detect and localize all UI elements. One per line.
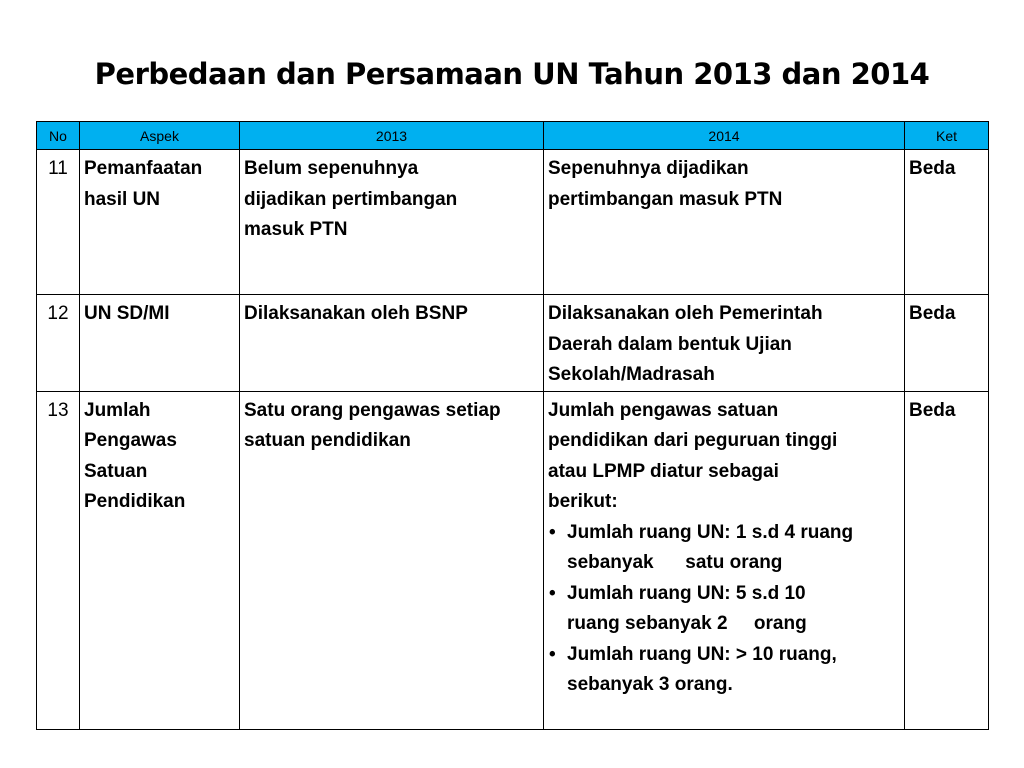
cell-2013 [240,391,544,729]
ket-cell: Beda [905,295,989,392]
header-no: No [37,122,80,150]
row-number: 11 [37,150,80,295]
text-2014: Sepenuhnya dijadikan pertimbangan masuk PTN [548,158,783,210]
bullet-icon: • [549,582,556,604]
table-row [37,150,989,295]
bullet-icon: • [549,521,556,543]
bullet-item [548,579,901,640]
bullet-text: Jumlah ruang UN: 1 s.d 4 ruang sebanyak satu orang [567,521,854,573]
text-2014-intro: Jumlah pengawas satuan pendidikan dari peguruan tinggi atau LPMP diatur sebagai berikut: [548,399,838,512]
cell-2014 [544,150,905,295]
aspek-cell [80,150,240,295]
aspek-text: Pemanfaatan hasil UN [84,158,203,210]
text-2014: Dilaksanakan oleh Pemerintah Daerah dalam bentuk Ujian Sekolah/Madrasah [548,303,823,385]
bullet-item [548,518,901,579]
text-2013: Dilaksanakan oleh BSNP [244,303,468,324]
row-number: 12 [37,295,80,392]
ket-cell: Beda [905,391,989,729]
table-header-row [37,122,989,150]
aspek-text: UN SD/MI [84,303,170,324]
header-2014: 2014 [544,122,905,150]
table-row [37,295,989,392]
cell-2014 [544,391,905,729]
bullet-text: Jumlah ruang UN: 5 s.d 10 ruang sebanyak 2 orang [567,582,807,634]
header-aspek: Aspek [80,122,240,150]
cell-2013 [240,150,544,295]
cell-2014 [544,295,905,392]
ket-cell: Beda [905,150,989,295]
slide-title: Perbedaan dan Persamaan UN Tahun 2013 dan 2014 [94,57,930,91]
comparison-table [36,121,989,730]
bullet-item [548,640,901,701]
text-2013: Belum sepenuhnya dijadikan pertimbangan masuk PTN [244,158,458,240]
bullet-text: Jumlah ruang UN: > 10 ruang, sebanyak 3 orang. [567,643,837,695]
header-ket: Ket [905,122,989,150]
row-number: 13 [37,391,80,729]
aspek-cell [80,391,240,729]
cell-2013 [240,295,544,392]
bullet-list [548,518,901,701]
header-2013: 2013 [240,122,544,150]
aspek-text: Jumlah Pengawas Satuan Pendidikan [84,399,186,512]
aspek-cell [80,295,240,392]
text-2013: Satu orang pengawas setiap satuan pendidikan [244,399,501,451]
bullet-icon: • [549,643,556,665]
table-row [37,391,989,729]
